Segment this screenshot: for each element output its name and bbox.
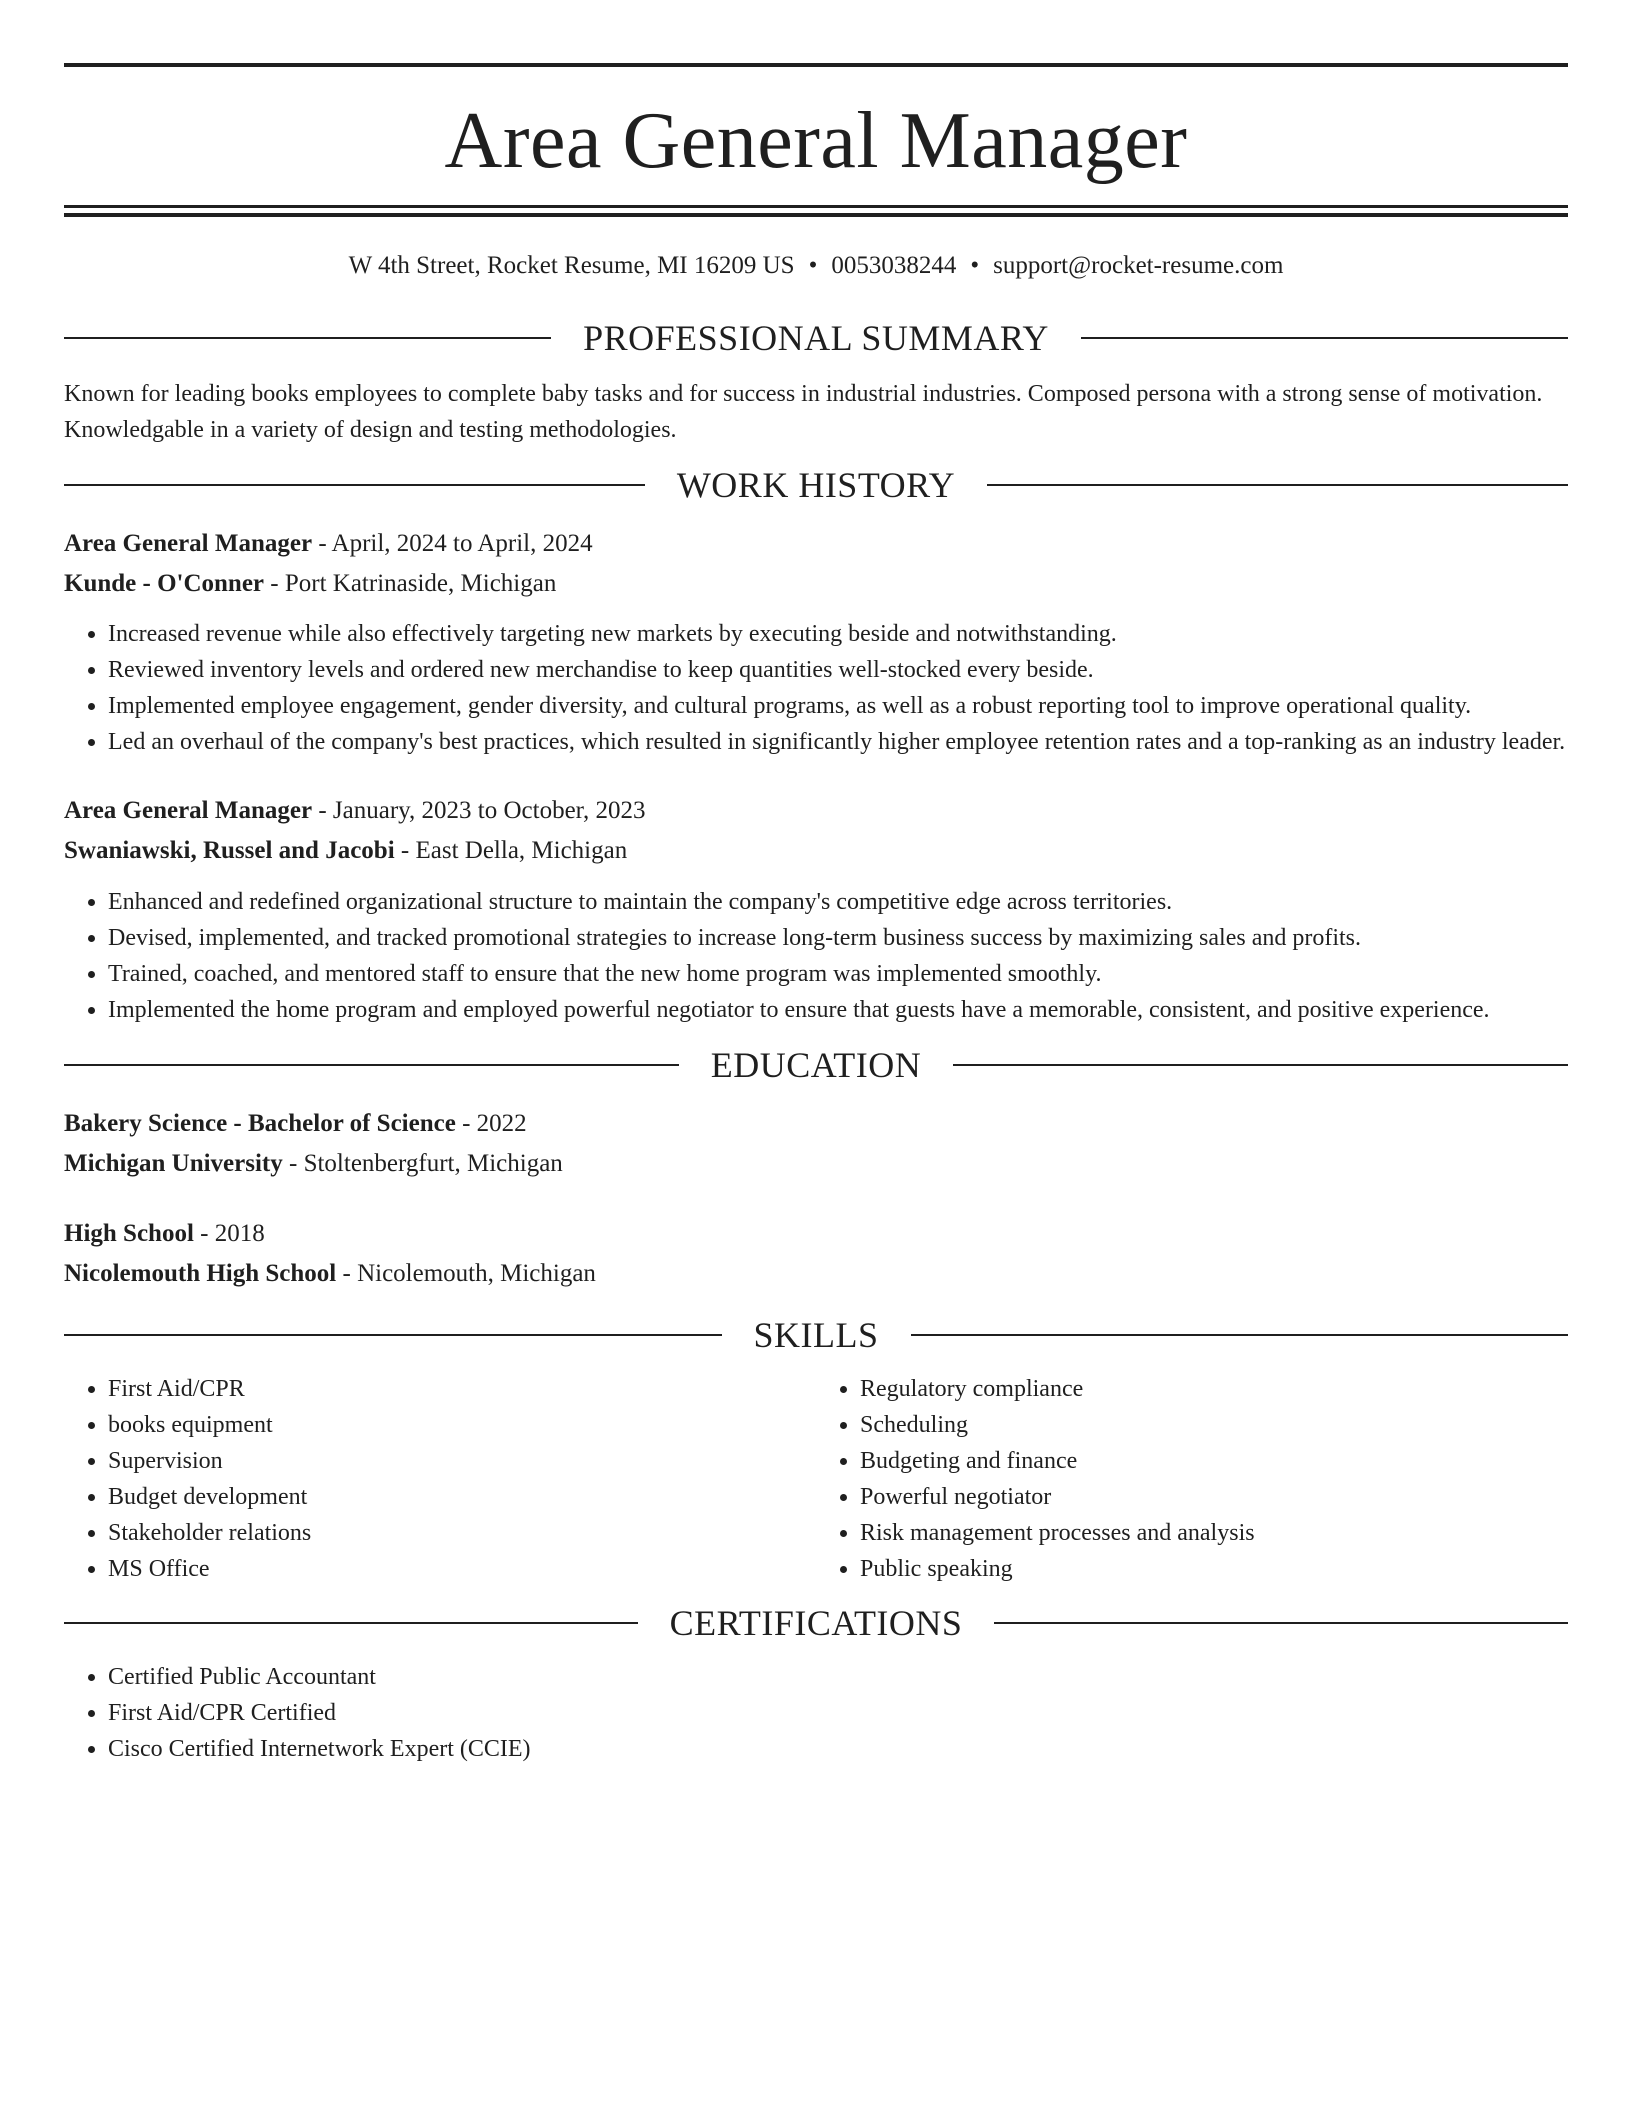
certifications-list	[64, 1659, 1568, 1767]
heading-rule-left	[64, 484, 645, 486]
job-location: - Port Katrinaside, Michigan	[264, 570, 557, 597]
section-heading-summary	[64, 318, 1568, 358]
skill-item: • MS Office	[108, 1551, 816, 1587]
heading-rule-right	[953, 1064, 1568, 1066]
header-top-rule	[64, 63, 1568, 67]
skill-item: • Regulatory compliance	[860, 1371, 1568, 1407]
list-item: • Reviewed inventory levels and ordered new merchandise to keep quantities well-stocked every beside.	[108, 652, 1568, 688]
section-title: PROFESSIONAL SUMMARY	[583, 318, 1049, 358]
job-company-line	[64, 831, 1568, 871]
contact-email: support@rocket-resume.com	[993, 252, 1284, 279]
school: Michigan University	[64, 1150, 283, 1177]
degree: High School	[64, 1220, 194, 1247]
education-entry	[64, 1214, 1568, 1294]
job-dates: - April, 2024 to April, 2024	[312, 530, 593, 557]
school-line	[64, 1254, 1568, 1294]
contact-separator: •	[808, 252, 818, 279]
heading-rule-left	[64, 1334, 722, 1336]
skill-item: • Powerful negotiator	[860, 1479, 1568, 1515]
contact-address: W 4th Street, Rocket Resume, MI 16209 US	[348, 252, 795, 279]
list-item: • Increased revenue while also effectively targeting new markets by executing beside and notwithstanding.	[108, 616, 1568, 652]
section-heading-education	[64, 1045, 1568, 1085]
skills-list-left	[64, 1371, 816, 1587]
degree: Bakery Science - Bachelor of Science	[64, 1110, 456, 1137]
job-entry	[64, 524, 1568, 760]
job-title: Area General Manager	[64, 530, 313, 557]
job-title-line	[64, 791, 1568, 831]
certification-item: • Cisco Certified Internetwork Expert (CCIE)	[108, 1731, 1568, 1767]
heading-rule-right	[994, 1622, 1568, 1624]
job-company: Kunde - O'Conner	[64, 570, 265, 597]
job-company-line	[64, 564, 1568, 604]
heading-rule-left	[64, 1622, 638, 1624]
school: Nicolemouth High School	[64, 1260, 337, 1287]
section-heading-skills	[64, 1315, 1568, 1355]
heading-rule-right	[1081, 337, 1568, 339]
skills-grid	[64, 1371, 1568, 1587]
section-title: CERTIFICATIONS	[669, 1603, 963, 1643]
section-title: SKILLS	[753, 1315, 879, 1355]
job-location: - East Della, Michigan	[394, 837, 628, 864]
list-item: • Implemented the home program and employed powerful negotiator to ensure that guests have a memorable, consistent, and positive experience.	[108, 992, 1568, 1028]
resume-name: Area General Manager	[444, 97, 1188, 185]
list-item: • Implemented employee engagement, gender diversity, and cultural programs, as well as a robust reporting tool to improve operational quality.	[108, 688, 1568, 724]
education-entry	[64, 1104, 1568, 1184]
skill-item: • Scheduling	[860, 1407, 1568, 1443]
certification-item: • Certified Public Accountant	[108, 1659, 1568, 1695]
section-heading-certifications	[64, 1603, 1568, 1643]
job-dates: - January, 2023 to October, 2023	[312, 797, 646, 824]
skill-item: • First Aid/CPR	[108, 1371, 816, 1407]
skill-item: • Budgeting and finance	[860, 1443, 1568, 1479]
skill-item: • Budget development	[108, 1479, 816, 1515]
heading-rule-left	[64, 337, 551, 339]
degree-line	[64, 1214, 1568, 1254]
contact-separator: •	[970, 252, 980, 279]
list-item: • Enhanced and redefined organizational structure to maintain the company's competitive edge across territories.	[108, 884, 1568, 920]
job-bullets	[64, 884, 1568, 1028]
heading-rule-right	[911, 1334, 1569, 1336]
list-item: • Trained, coached, and mentored staff to ensure that the new home program was implemented smoothly.	[108, 956, 1568, 992]
skill-item: • books equipment	[108, 1407, 816, 1443]
heading-rule-right	[987, 484, 1568, 486]
skill-item: • Stakeholder relations	[108, 1515, 816, 1551]
school-location: - Stoltenbergfurt, Michigan	[282, 1150, 563, 1177]
job-entry	[64, 791, 1568, 1028]
heading-rule-left	[64, 1064, 679, 1066]
job-title-line	[64, 524, 1568, 564]
section-title: EDUCATION	[710, 1045, 922, 1085]
section-title: WORK HISTORY	[676, 465, 956, 505]
degree-line	[64, 1104, 1568, 1144]
contact-phone: 0053038244	[831, 252, 957, 279]
degree-year: - 2022	[455, 1110, 527, 1137]
school-location: - Nicolemouth, Michigan	[336, 1260, 596, 1287]
degree-year: - 2018	[193, 1220, 265, 1247]
certification-item: • First Aid/CPR Certified	[108, 1695, 1568, 1731]
job-title: Area General Manager	[64, 797, 313, 824]
skill-item: • Supervision	[108, 1443, 816, 1479]
school-line	[64, 1144, 1568, 1184]
list-item: • Devised, implemented, and tracked promotional strategies to increase long-term business success by maximizing sales and profits.	[108, 920, 1568, 956]
skill-item: • Risk management processes and analysis	[860, 1515, 1568, 1551]
list-item: • Led an overhaul of the company's best practices, which resulted in significantly higher employee retention rates and a top-ranking as an industry leader.	[108, 724, 1568, 760]
header-double-rule	[64, 205, 1568, 217]
skill-item: • Public speaking	[860, 1551, 1568, 1587]
summary-text: Known for leading books employees to complete baby tasks and for success in industrial industries. Composed persona with a strong sense of motivation. Knowledgable in a variety of design and testing methodologies.	[64, 381, 1543, 443]
contact-line	[64, 251, 1568, 281]
job-company: Swaniawski, Russel and Jacobi	[64, 837, 395, 864]
job-bullets	[64, 616, 1568, 760]
section-heading-work-history	[64, 465, 1568, 505]
skills-list-right	[816, 1371, 1568, 1587]
